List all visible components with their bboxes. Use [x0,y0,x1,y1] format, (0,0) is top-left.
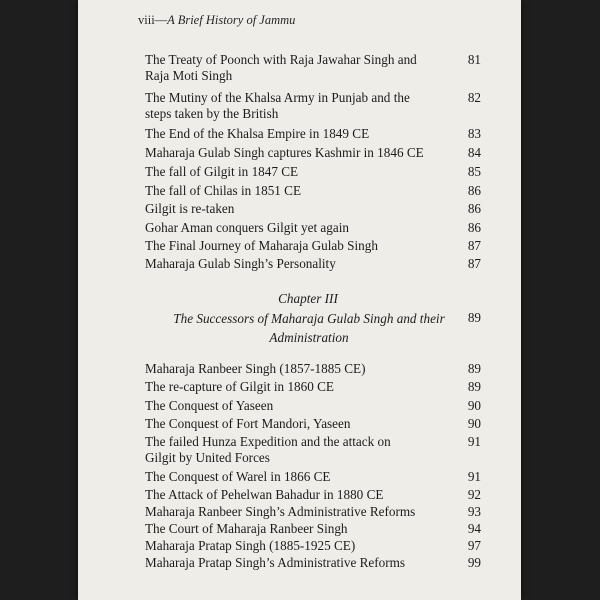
toc-page-number: 87 [467,256,481,271]
toc-page-number: 97 [467,538,481,553]
page-number-prefix: viii— [138,13,168,27]
toc-entry: The Conquest of Yaseen [145,398,274,413]
toc-entry: The End of the Khalsa Empire in 1849 CE [145,126,370,141]
toc-entry: The fall of Gilgit in 1847 CE [145,164,299,179]
book-title: A Brief History of Jammu [167,13,296,27]
toc-page-number: 89 [467,361,481,376]
toc-entry: The Attack of Pehelwan Bahadur in 1880 CE [145,487,384,502]
running-header [138,13,295,28]
toc-entry [145,434,465,466]
toc-entry-text: The Mutiny of the Khalsa Army in Punjab and the [145,90,410,105]
chapter-page-number: 89 [467,310,481,325]
book-page [78,0,521,600]
toc-entry: The Court of Maharaja Ranbeer Singh [145,521,348,536]
toc-entry: The Final Journey of Maharaja Gulab Singh [145,238,378,253]
toc-page-number: 90 [467,398,481,413]
toc-page-number: 86 [467,183,481,198]
toc-page-number: 92 [467,487,481,502]
toc-page-number: 89 [467,379,481,394]
toc-entry: Maharaja Ranbeer Singh (1857-1885 CE) [145,361,366,376]
toc-entry: Gohar Aman conquers Gilgit yet again [145,220,349,235]
toc-entry: The re-capture of Gilgit in 1860 CE [145,379,334,394]
toc-page-number: 91 [467,434,481,449]
toc-entry [145,90,465,122]
toc-page-number: 86 [467,220,481,235]
toc-entry: Gilgit is re-taken [145,201,235,216]
toc-entry: Maharaja Ranbeer Singh’s Administrative Reforms [145,504,416,519]
toc-entry-text-cont: Raja Moti Singh [145,68,233,83]
toc-page-number: 83 [467,126,481,141]
toc-page-number: 85 [467,164,481,179]
toc-page-number: 81 [467,52,481,67]
toc-page-number: 94 [467,521,481,536]
toc-entry: Maharaja Gulab Singh captures Kashmir in 1846 CE [145,145,424,160]
toc-page-number: 87 [467,238,481,253]
toc-entry: Maharaja Gulab Singh’s Personality [145,256,336,271]
toc-entry: The Conquest of Warel in 1866 CE [145,469,331,484]
toc-entry-text: The Treaty of Poonch with Raja Jawahar Singh and [145,52,417,67]
toc-page-number: 99 [467,555,481,570]
toc-page-number: 86 [467,201,481,216]
toc-page-number: 82 [467,90,481,105]
toc-entry: The fall of Chilas in 1851 CE [145,183,302,198]
toc-page-number: 90 [467,416,481,431]
toc-entry [145,52,465,84]
chapter-title-line: Administration [269,330,349,345]
chapter-label: Chapter III [278,291,338,306]
toc-entry-text: The failed Hunza Expedition and the attack on [145,434,391,449]
toc-entry-text-cont: Gilgit by United Forces [145,450,270,465]
chapter-title [134,309,484,347]
toc-page-number: 93 [467,504,481,519]
toc-entry-text-cont: steps taken by the British [145,106,279,121]
toc-entry: Maharaja Pratap Singh (1885-1925 CE) [145,538,356,553]
toc-entry: Maharaja Pratap Singh’s Administrative Reforms [145,555,406,570]
toc-page-number: 91 [467,469,481,484]
chapter-title-line: The Successors of Maharaja Gulab Singh and their [173,311,445,326]
toc-page-number: 84 [467,145,481,160]
toc-entry: The Conquest of Fort Mandori, Yaseen [145,416,351,431]
